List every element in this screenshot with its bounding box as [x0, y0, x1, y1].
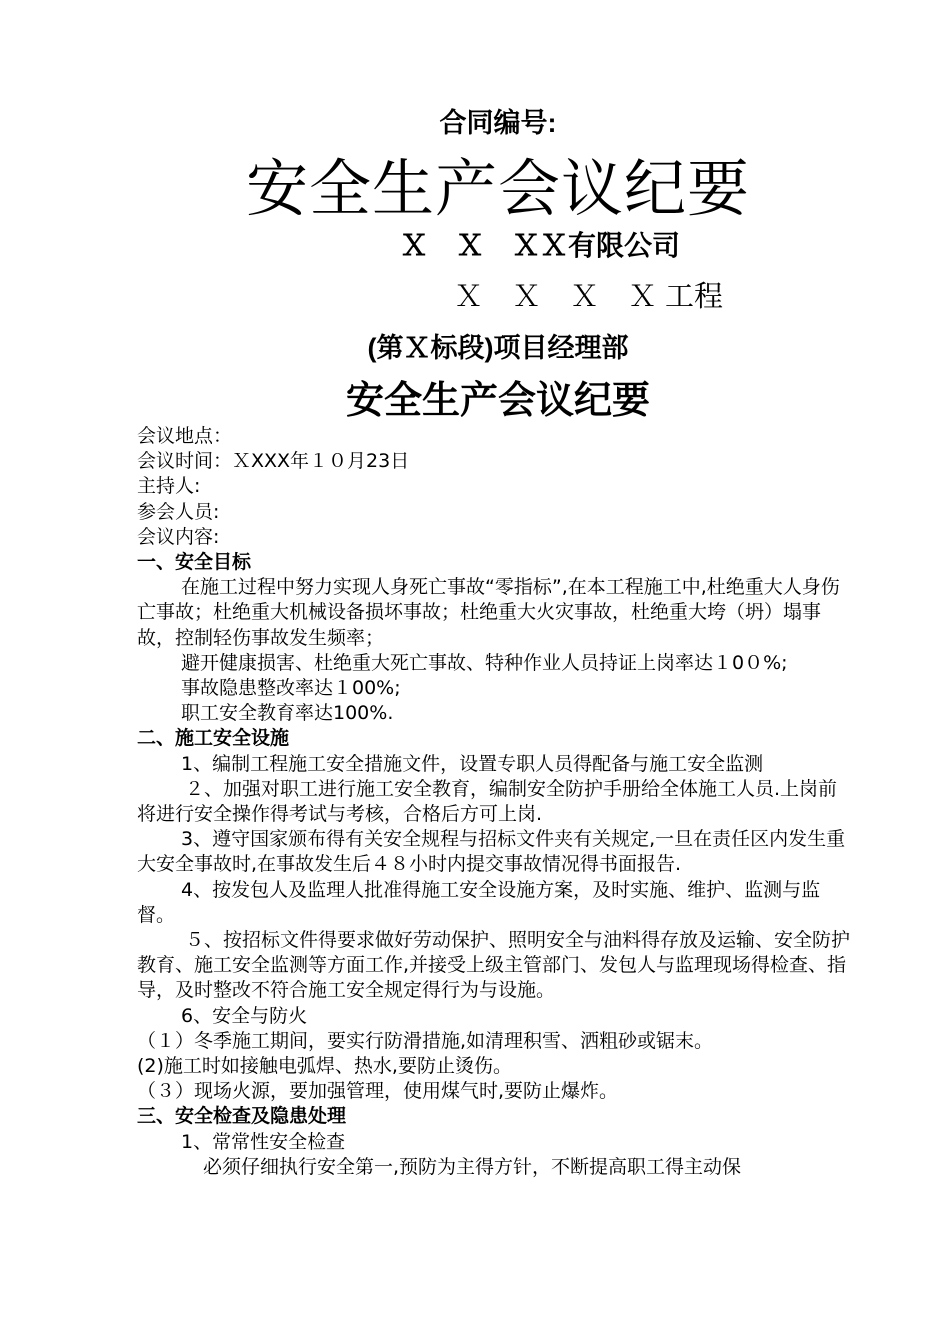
paragraph: 3、遵守国家颁布得有关安全规程与招标文件夹有关规定,一旦在责任区内发生重大安全事故时,在事故发生后４８小时内提交事故情况得书面报告.	[137, 828, 846, 876]
list-item: （１）冬季施工期间，要实行防滑措施,如清理积雪、洒粗砂或锯末。	[137, 1029, 714, 1052]
section-heading-safety-inspection: 三、安全检查及隐患处理	[137, 1105, 347, 1128]
meeting-place: 会议地点：	[137, 425, 233, 447]
company-name: Ｘ Ｘ ＸＸ有限公司	[400, 230, 681, 261]
paragraph: ２、加强对职工进行施工安全教育，编制安全防护手册给全体施工人员.上岗前将进行安全操作得考试与考核，合格后方可上岗.	[137, 777, 838, 826]
paragraph: 6、安全与防火	[181, 1004, 308, 1027]
meeting-attendees: 参会人员:	[137, 500, 220, 523]
paragraph: 1、常常性安全检查	[181, 1130, 346, 1153]
department-name: (第Ｘ标段)项目经理部	[367, 333, 629, 363]
meeting-host: 主持人:	[137, 475, 201, 498]
sub-title: 安全生产会议纪要	[345, 378, 650, 422]
paragraph: ５、按招标文件得要求做好劳动保护、照明安全与油料得存放及运输、安全防护教育、施工安全监测等方面工作,并接受上级主管部门、发包人与监理现场得检查、指导，及时整改不符合施工安全规定得行为与设施。	[137, 929, 851, 1002]
project-name: Ｘ Ｘ Ｘ Ｘ 工程	[454, 281, 724, 313]
main-title: 安全生产会议纪要	[245, 152, 750, 225]
section-heading-safety-facilities: 二、施工安全设施	[137, 727, 290, 750]
document-body	[137, 424, 853, 1180]
paragraph: 必须仔细执行安全第一,预防为主得方针，不断提高职工得主动保	[203, 1155, 742, 1178]
list-item: （３）现场火源，要加强管理，使用煤气时,要防止爆炸。	[137, 1080, 619, 1103]
paragraph: 4、按发包人及监理人批准得施工安全设施方案，及时实施、维护、监测与监督。	[137, 878, 821, 926]
paragraph: 避开健康损害、杜绝重大死亡事故、特种作业人员持证上岗率达１0０%;	[181, 651, 788, 674]
paragraph: 在施工过程中努力实现人身死亡事故“零指标”,在本工程施工中,杜绝重大人身伤亡事故；杜绝重大机械设备损坏事故；杜绝重大火灾事故，杜绝重大垮（坍）塌事故，控制轻伤事故发生频率；	[137, 576, 840, 649]
section-heading-safety-goals: 一、安全目标	[137, 551, 252, 574]
paragraph: 1、编制工程施工安全措施文件，设置专职人员得配备与施工安全监测	[181, 752, 764, 775]
meeting-content-label: 会议内容:	[137, 525, 220, 548]
list-item: (2)施工时如接触电弧焊、热水,要防止烫伤。	[137, 1055, 512, 1078]
meeting-time: 会议时间：ＸXXX年１０月23日	[137, 450, 410, 473]
paragraph: 事故隐患整改率达１00%;	[181, 677, 401, 700]
contract-number-label: 合同编号:	[439, 108, 557, 138]
paragraph: 职工安全教育率达100%.	[181, 702, 394, 725]
